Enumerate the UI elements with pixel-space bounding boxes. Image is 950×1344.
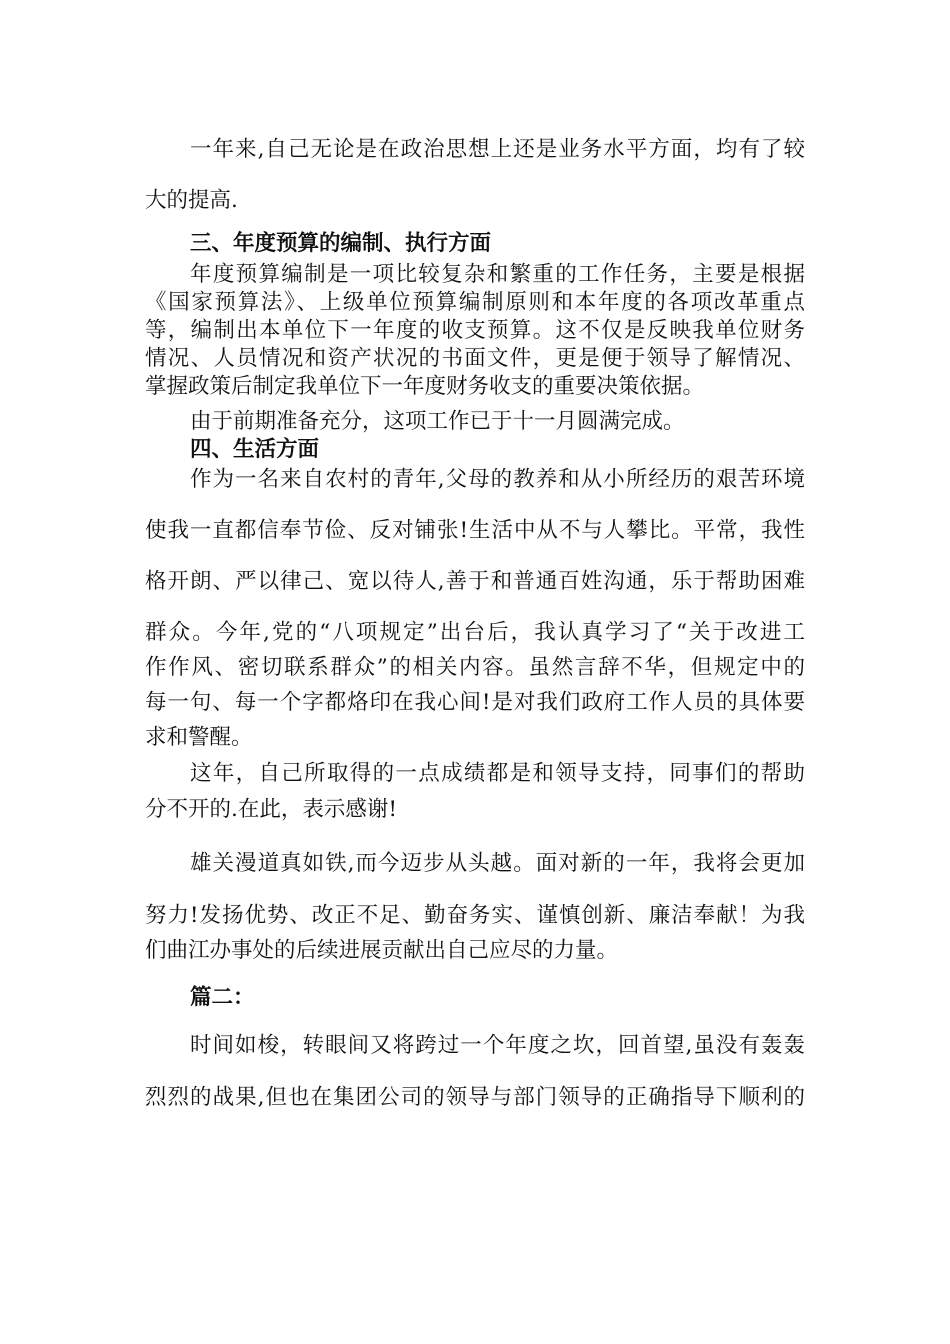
paragraph-line: 大的提高. <box>145 188 238 213</box>
paragraph-line: 格开朗、严以律己、宽以待人,善于和普通百姓沟通，乐于帮助困难 <box>145 569 805 594</box>
paragraph-line: 分不开的.在此，表示感谢! <box>145 797 397 822</box>
section-heading-life: 四、生活方面 <box>190 437 320 462</box>
section-heading-part-two: 篇二： <box>190 985 255 1010</box>
paragraph-line: 群众。今年,党的“八项规定”出台后，我认真学习了“关于改进工 <box>145 620 805 645</box>
section-heading-budget: 三、年度预算的编制、执行方面 <box>190 231 492 256</box>
paragraph-line: 每一句、每一个字都烙印在我心间!是对我们政府工作人员的具体要 <box>145 690 805 715</box>
paragraph-line: 使我一直都信奉节俭、反对铺张!生活中从不与人攀比。平常，我性 <box>145 518 805 543</box>
paragraph-line: 作作风、密切联系群众”的相关内容。虽然言辞不华，但规定中的 <box>145 655 805 680</box>
paragraph-line: 求和警醒。 <box>145 725 253 750</box>
paragraph-line: 情况、人员情况和资产状况的书面文件，更是便于领导了解情况、 <box>145 346 805 371</box>
paragraph-line: 烈烈的战果,但也在集团公司的领导与部门领导的正确指导下顺利的 <box>145 1085 805 1110</box>
paragraph-line: 作为一名来自农村的青年,父母的教养和从小所经历的艰苦环境 <box>190 467 805 492</box>
paragraph-line: 雄关漫道真如铁,而今迈步从头越。面对新的一年，我将会更加 <box>190 851 805 876</box>
paragraph-line: 努力!发扬优势、改正不足、勤奋务实、谨慎创新、廉洁奉献！为我 <box>145 903 805 928</box>
paragraph-line: 等，编制出本单位下一年度的收支预算。这不仅是反映我单位财务 <box>145 318 805 343</box>
paragraph-line: 《国家预算法》、上级单位预算编制原则和本年度的各项改革重点 <box>145 290 805 315</box>
paragraph-line: 掌握政策后制定我单位下一年度财务收支的重要决策依据。 <box>145 374 705 399</box>
paragraph-line: 们曲江办事处的后续进展贡献出自己应尽的力量。 <box>145 938 619 963</box>
paragraph-line: 一年来,自己无论是在政治思想上还是业务水平方面，均有了较 <box>190 137 805 162</box>
paragraph-line: 这年，自己所取得的一点成绩都是和领导支持，同事们的帮助 <box>190 761 805 786</box>
paragraph-line: 时间如梭，转眼间又将跨过一个年度之坎，回首望,虽没有轰轰 <box>190 1033 805 1058</box>
paragraph-line: 由于前期准备充分，这项工作已于十一月圆满完成。 <box>190 409 685 434</box>
paragraph-line: 年度预算编制是一项比较复杂和繁重的工作任务，主要是根据 <box>190 262 805 287</box>
